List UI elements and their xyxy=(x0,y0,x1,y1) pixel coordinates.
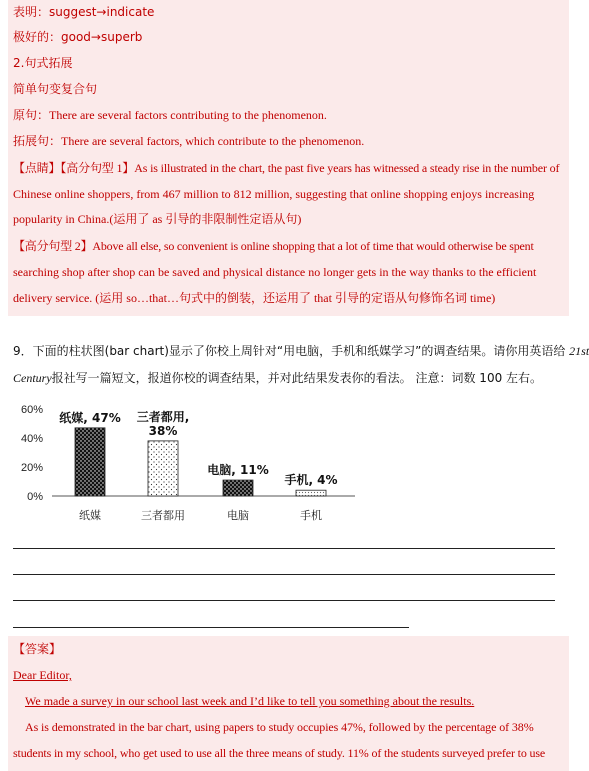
original-sentence: 原句：There are several factors contributing to the phenomenon. xyxy=(13,108,327,122)
highlight-sentence-1-line-1: 【点睛】【高分句型 1】As is illustrated in the chart, the past five years has witnessed a steady rise in the number of xyxy=(13,161,560,175)
answer-blank-line-3 xyxy=(13,600,555,601)
highlight-sentence-2-line-1: 【高分句型 2】Above all else, so convenient is online shopping that a lot of time that would otherwise be spent xyxy=(13,239,534,253)
x-category-label: 纸媒 xyxy=(79,509,101,522)
bar-data-label-4: 手机, 4% xyxy=(284,473,338,488)
y-tick-label: 20% xyxy=(20,462,43,474)
note-jihaode: 极好的：good→superb xyxy=(13,30,143,44)
bar-2 xyxy=(148,441,178,496)
bar-data-label-2: 三者都用, 38% xyxy=(136,409,190,438)
section-title: 2.句式拓展 xyxy=(13,56,73,70)
answer-paragraph-1: We made a survey in our school last week and I’d like to tell you something about the results. xyxy=(25,694,475,708)
section-subtitle: 简单句变复合句 xyxy=(13,82,98,96)
answer-paragraph-2-line-1: As is demonstrated in the bar chart, using papers to study occupies 47%, followed by the percentage of 38% xyxy=(25,720,534,734)
answer-salutation: Dear Editor, xyxy=(13,668,72,682)
question-line-2-text: 报社写一篇短文，报道你校的调查结果，并对此结果发表你的看法。 注意：词数 100 左右。 xyxy=(51,371,543,385)
question-line-2 xyxy=(13,370,542,386)
bar-4 xyxy=(296,490,326,496)
bar-chart xyxy=(10,398,370,528)
x-category-label: 三者都用 xyxy=(141,509,185,522)
bar-3 xyxy=(223,480,253,496)
answer-blank-line-2 xyxy=(13,574,555,575)
question-line-1-text: 9．下面的柱状图(bar chart)显示了你校上周针对“用电脑，手机和纸媒学习”的调查结果。请你用英语给 xyxy=(13,344,570,358)
highlight-sentence-2-line-2: searching shop after shop can be saved and physical distance no longer gets in the way thanks to the efficient xyxy=(13,265,537,279)
highlight-sentence-1-line-3: popularity in China.(运用了 as 引导的非限制性定语从句) xyxy=(13,212,302,226)
bar-1 xyxy=(75,428,105,496)
x-category-label: 手机 xyxy=(300,509,322,522)
y-tick-label: 0% xyxy=(27,491,43,503)
answer-blank-line-1 xyxy=(13,548,555,549)
answer-paragraph-2-line-2: students in my school, who get used to use all the three means of study. 11% of the students surveyed prefer to use xyxy=(13,746,546,760)
highlight-sentence-2-line-3: delivery service. (运用 so…that…句式中的倒装，还运用了 that 引导的定语从句修饰名词 time) xyxy=(13,291,496,305)
bar-data-label-1: 纸媒, 47% xyxy=(59,410,121,425)
expanded-sentence: 拓展句：There are several factors, which contribute to the phenomenon. xyxy=(13,134,365,148)
note-biaoming: 表明：suggest→indicate xyxy=(13,5,155,19)
bar-data-label-3: 电脑, 11% xyxy=(207,463,269,478)
y-tick-label: 60% xyxy=(20,404,43,416)
question-line-2-italic: Century xyxy=(13,371,52,385)
y-tick-label: 40% xyxy=(20,433,43,445)
question-line-1-italic: 21st xyxy=(569,344,589,358)
highlight-sentence-1-line-2: Chinese online shoppers, from 467 million to 812 million, suggesting that online shopping enjoys increasing xyxy=(13,187,535,201)
x-category-label: 电脑 xyxy=(227,509,249,522)
answer-label: 【答案】 xyxy=(13,642,62,656)
answer-blank-line-4 xyxy=(13,627,409,628)
question-line-1 xyxy=(13,343,589,359)
